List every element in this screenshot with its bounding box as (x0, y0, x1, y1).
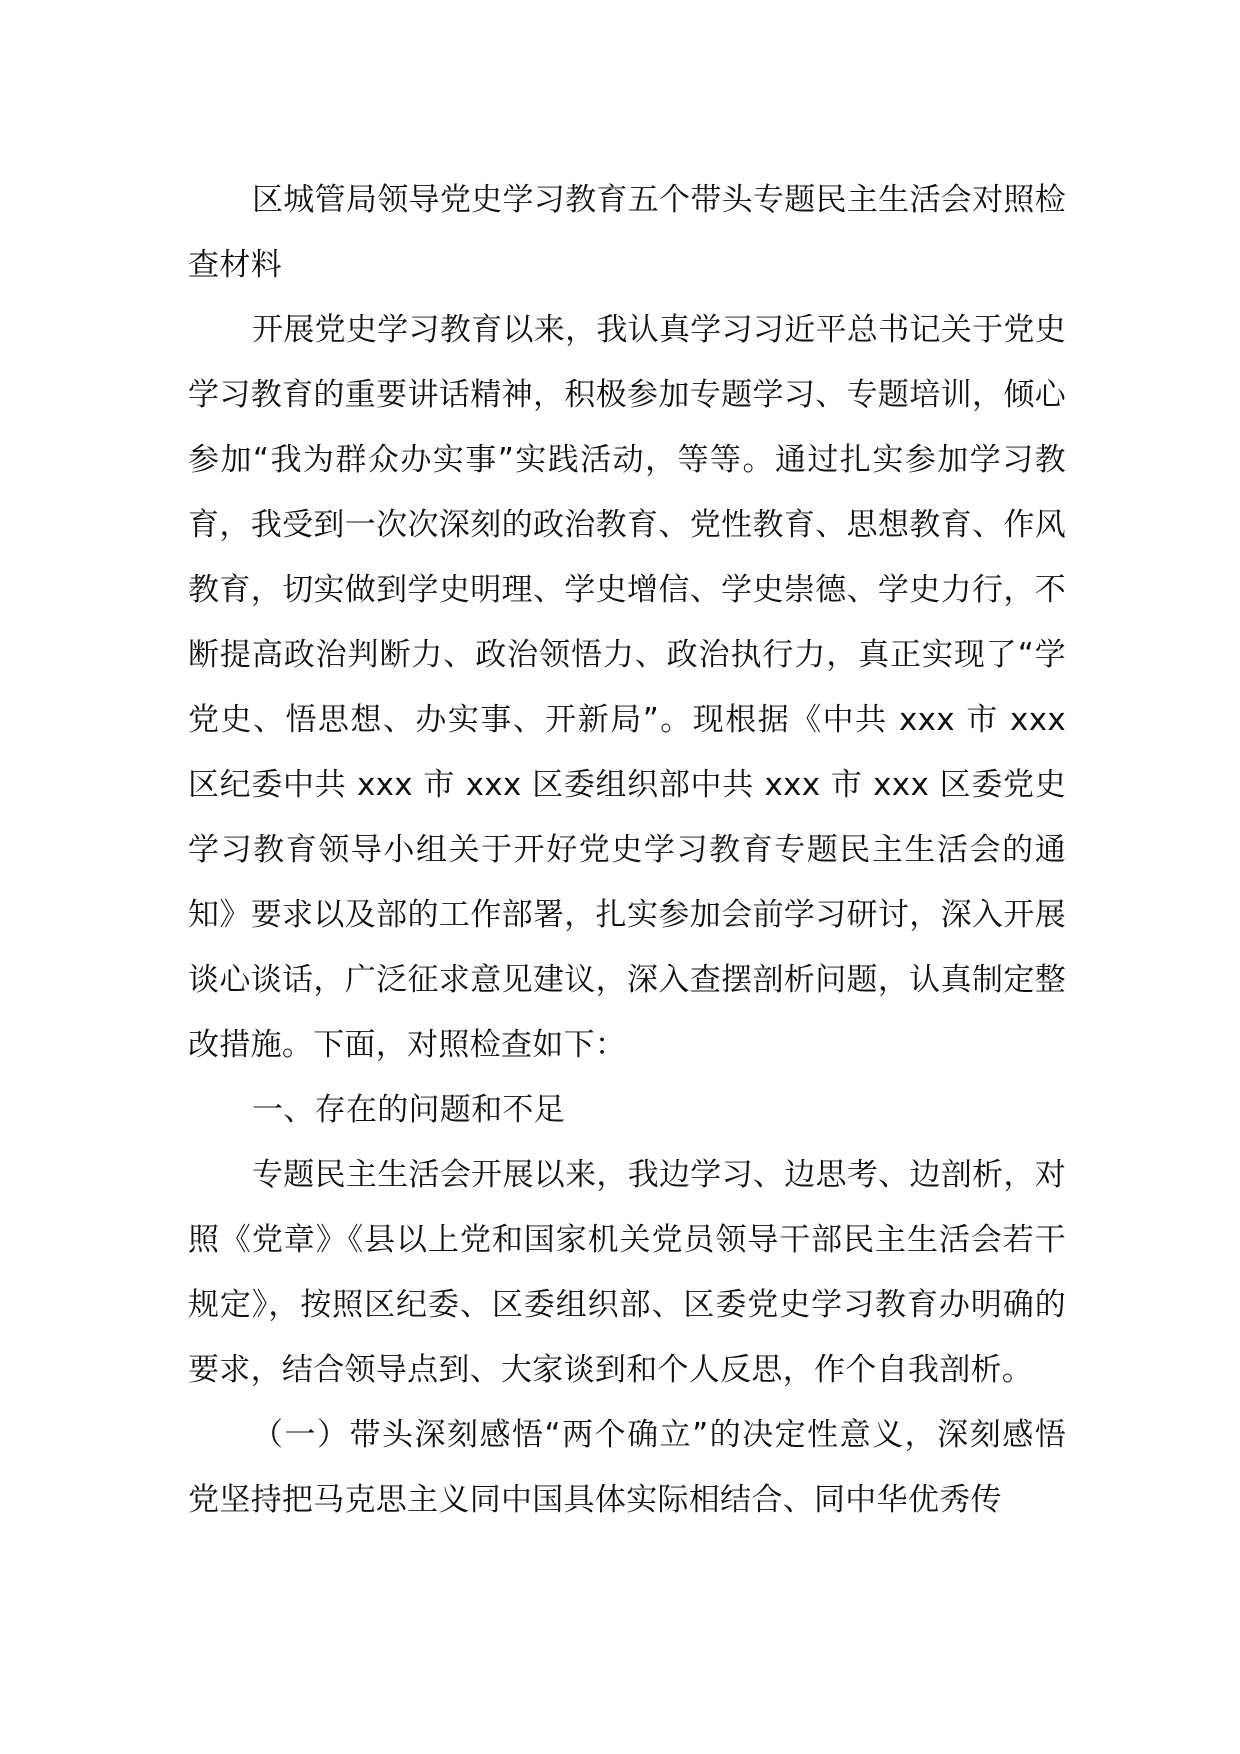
section-paragraph: 专题民主生活会开展以来，我边学习、边思考、边剖析，对照《党章》《县以上党和国家机关党员领导干部民主生活会若干规定》，按照区纪委、区委组织部、区委党史学习教育办明确的要求，结合领导点到、大家谈到和个人反思，作个自我剖析。 (188, 1157, 1066, 1388)
document-title: 区城管局领导党史学习教育五个带头专题民主生活会对照检查材料 (188, 182, 1066, 283)
subsection-paragraph: （一）带头深刻感悟“两个确立”的决定性意义，深刻感悟党坚持把马克思主义同中国具体实际相结合、同中华优秀传 (188, 1417, 1066, 1518)
intro-paragraph: 开展党史学习教育以来，我认真学习习近平总书记关于党史学习教育的重要讲话精神，积极参加专题学习、专题培训，倾心参加“我为群众办实事”实践活动，等等。通过扎实参加学习教育，我受到一次次深刻的政治教育、党性教育、思想教育、作风教育，切实做到学史明理、学史增信、学史崇德、学史力行，不断提高政治判断力、政治领悟力、政治执行力，真正实现了“学党史、悟思想、办实事、开新局”。现根据《中共 xxx 市 xxx 区纪委中共 xxx 市 xxx 区委组织部中共 xxx 市 xxx 区委党史学习教育领导小组关于开好党史学习教育专题民主生活会的通知》要求以及部的工作部署，扎实参加会前学习研讨，深入开展谈心谈话，广泛征求意见建议，深入查摆剖析问题，认真制定整改措施。下面，对照检查如下： (188, 312, 1066, 1063)
document-body (188, 168, 1066, 1533)
section-heading: 一、存在的问题和不足 (252, 1092, 565, 1128)
